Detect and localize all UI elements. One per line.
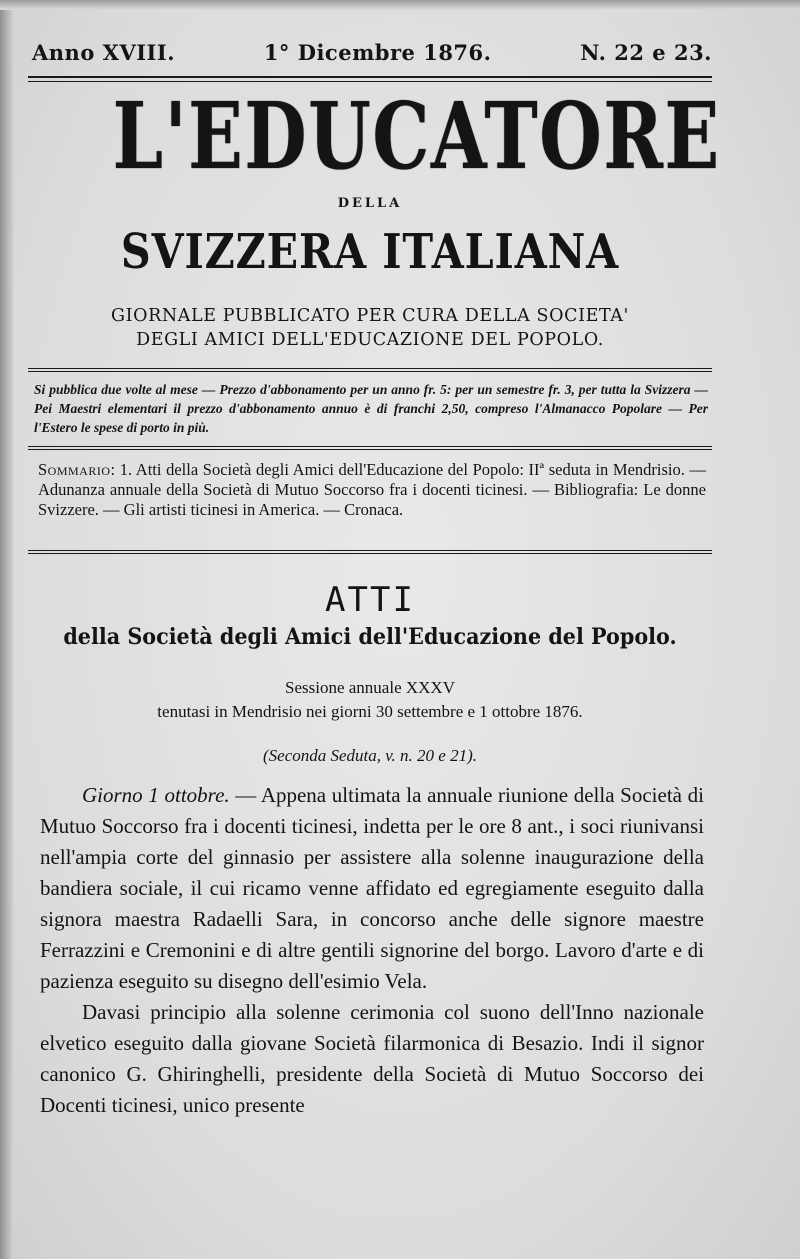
session-dates: tenutasi in Mendrisio nei giorni 30 settembre e 1 ottobre 1876. [157,702,583,721]
paragraph [40,780,704,997]
masthead-bottom-rule-2 [28,371,712,372]
sommario-label: Sommario [38,460,111,479]
sommario-bottom-rule-2 [28,553,712,554]
subscription-info: Si pubblica due volte al mese — Prezzo d'abbonamento per un anno fr. 5: per un semestre fr. 3, per tutta la Svizzera — Pei Maestri elementari il prezzo d'abbonamento annuo è di franchi 2,50, compreso l'Almanacco Popolare — Per l'Estero le spese di porto in più. [34,382,708,435]
publisher-statement [40,304,700,352]
paragraph [40,997,704,1121]
sommario-text: : 1. Atti della Società degli Amici dell'Educazione del Popolo: IIª seduta in Mendrisio. — Adunanza annuale della Società di Mutuo Soccorso fra i docenti ticinesi. — Bibliografia: Le donne Svizzere. — Gli artisti ticinesi in America. — Cronaca. [38,460,706,519]
sommario-top-rule [28,446,712,447]
page-top-shadow [0,0,800,10]
table-of-contents [38,460,706,520]
publisher-line-1: GIORNALE PUBBLICATO PER CURA DELLA SOCIETA' [111,306,629,326]
sommario-bottom-rule [28,550,712,551]
header-rule [28,76,712,78]
issue-header [32,40,712,65]
issue-date: 1° Dicembre 1876. [263,40,492,65]
article-body [40,780,704,1121]
issue-number: N. 22 e 23. [580,40,712,65]
paragraph-text: — Appena ultimata la annuale riunione della Società di Mutuo Soccorso fra i docenti ticinesi, indetta per le ore 8 ant., i soci riunivansi nell'ampia corte del ginnasio per assistere alla solenne inaugurazione della bandiera sociale, il cui ricamo venne affidato ed egregiamente eseguito dalla signora maestra Radaelli Sara, in concorso anche delle signore maestre Ferrazzini e Cremonini e di altre gentili signorine del borgo. Lavoro d'arte e di pazienza eseguito su disegno dell'esimio Vela. [40,783,704,993]
masthead-bottom-rule [28,368,712,369]
paragraph-text: Davasi principio alla solenne cerimonia col suono dell'Inno nazionale elvetico eseguito dalla giovane Società filarmonica di Besazio. Indi il signor canonico G. Ghiringhelli, presidente della Società di Mutuo Soccorso dei Docenti ticinesi, unico presente [40,1000,704,1117]
section-title: ATTI [325,580,415,620]
masthead-subtitle: SVIZZERA ITALIANA [120,224,620,280]
section-subtitle: della Società degli Amici dell'Educazione del Popolo. [63,624,677,650]
paragraph-lead: Giorno 1 ottobre. [82,783,230,807]
session-label: Sessione annuale XXXV [285,678,455,697]
sommario-top-rule-2 [28,449,712,450]
issue-year: Anno XVIII. [32,40,176,65]
session-note: (Seconda Seduta, v. n. 20 e 21). [262,746,477,765]
masthead-della: DELLA [337,196,403,211]
publisher-line-2: DEGLI AMICI DELL'EDUCAZIONE DEL POPOLO. [136,330,604,350]
masthead-title: L'EDUCATORE [112,82,721,190]
page-edge-shadow [0,0,14,1259]
